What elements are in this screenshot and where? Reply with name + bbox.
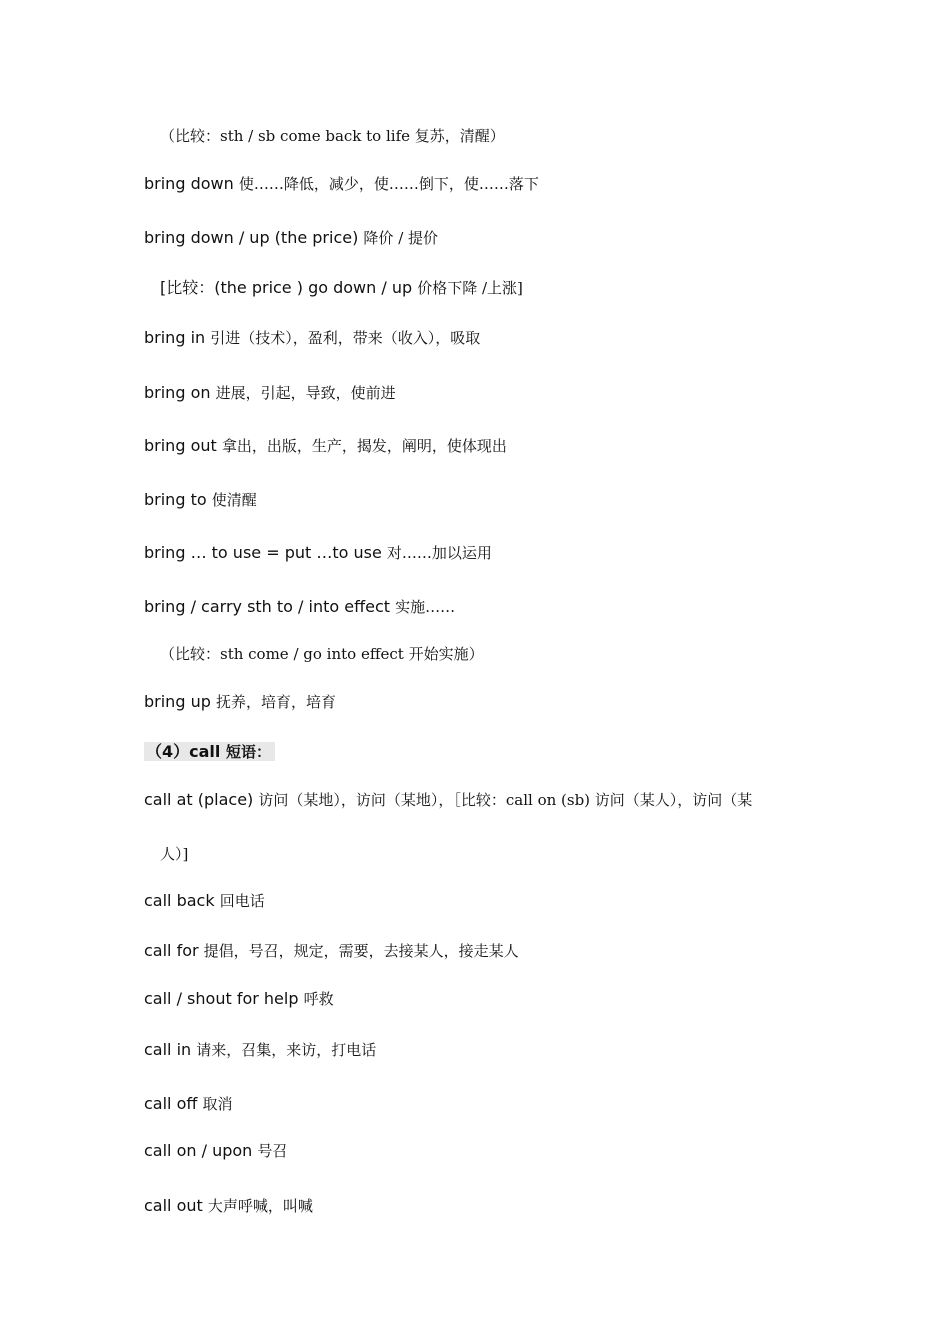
heading-text-cn: 短语： [225, 743, 271, 761]
phrase-meaning: 对……加以运用 [386, 544, 492, 562]
phrase-meaning: 呼救 [303, 990, 334, 1008]
phrase-meaning: 拿出，出版，生产，揭发，阐明，使体现出 [221, 437, 507, 455]
line-text-en: [比较：(the price ) go down / up [160, 278, 418, 297]
line-text-cn: （比较：sth / sb come back to life 复苏，清醒） [160, 127, 505, 145]
phrase-call-shout-for-help [144, 989, 334, 1009]
line-text-cn: 人）] [160, 845, 189, 863]
phrase-term: bring / carry sth to / into effect [144, 597, 396, 616]
phrase-call-for [144, 941, 519, 961]
phrase-bring-into-effect [144, 597, 455, 617]
phrase-meaning: 号召 [257, 1142, 288, 1160]
line-text-cn: 价格下降 /上涨] [417, 279, 523, 297]
phrase-call-out [144, 1196, 313, 1216]
phrase-meaning: 使……降低，减少，使……倒下，使……落下 [238, 175, 539, 193]
section-heading-call [144, 742, 275, 762]
note-come-into-effect [160, 644, 484, 664]
phrase-meaning: 抚养，培育，培育 [215, 693, 336, 711]
phrase-term: bring on [144, 383, 216, 402]
phrase-term: bring down / up (the price) [144, 228, 364, 247]
phrase-bring-to-use [144, 543, 492, 563]
phrase-term: call out [144, 1196, 208, 1215]
phrase-term: bring … to use = put …to use [144, 543, 387, 562]
phrase-term: call in [144, 1040, 197, 1059]
phrase-call-at-continued [160, 844, 188, 864]
phrase-meaning: 大声呼喊，叫喊 [207, 1197, 313, 1215]
phrase-term: call on / upon [144, 1141, 258, 1160]
phrase-meaning: 回电话 [219, 892, 265, 910]
phrase-bring-to [144, 490, 257, 510]
phrase-term: bring out [144, 436, 222, 455]
phrase-term: call at (place) [144, 790, 259, 809]
phrase-meaning: 取消 [202, 1095, 233, 1113]
phrase-bring-down-up-price [144, 228, 438, 248]
phrase-term: call for [144, 941, 204, 960]
phrase-term: bring down [144, 174, 239, 193]
phrase-bring-up [144, 692, 336, 712]
phrase-term: bring in [144, 328, 211, 347]
phrase-term: bring to [144, 490, 212, 509]
phrase-meaning: 实施…… [395, 598, 456, 616]
phrase-call-in [144, 1040, 376, 1060]
phrase-term: bring up [144, 692, 216, 711]
phrase-bring-out [144, 436, 507, 456]
phrase-meaning: 请来，召集，来访，打电话 [196, 1041, 377, 1059]
line-text-cn: （比较：sth come / go into effect 开始实施） [160, 645, 484, 663]
phrase-term: call / shout for help [144, 989, 304, 1008]
phrase-meaning: 进展，引起，导致，使前进 [215, 384, 396, 402]
note-price-go-down-up [160, 278, 523, 298]
phrase-term: call back [144, 891, 220, 910]
phrase-term: call off [144, 1094, 203, 1113]
phrase-meaning: 使清醒 [211, 491, 257, 509]
phrase-bring-in [144, 328, 480, 348]
phrase-meaning: 访问（某地），访问（某地），［比较：call on (sb) 访问（某人），访问（某 [258, 791, 753, 809]
phrase-meaning: 降价 / 提价 [363, 229, 439, 247]
phrase-call-back [144, 891, 265, 911]
phrase-meaning: 引进（技术），盈利，带来（收入），吸取 [210, 329, 481, 347]
section-heading-highlight [144, 742, 275, 761]
phrase-bring-down [144, 174, 539, 194]
phrase-bring-on [144, 383, 396, 403]
note-come-back-to-life [160, 126, 505, 146]
heading-text-en: （4）call [146, 742, 226, 761]
phrase-call-on-upon [144, 1141, 287, 1161]
phrase-call-off [144, 1094, 233, 1114]
phrase-meaning: 提倡，号召，规定，需要，去接某人，接走某人 [203, 942, 519, 960]
phrase-call-at [144, 790, 752, 810]
